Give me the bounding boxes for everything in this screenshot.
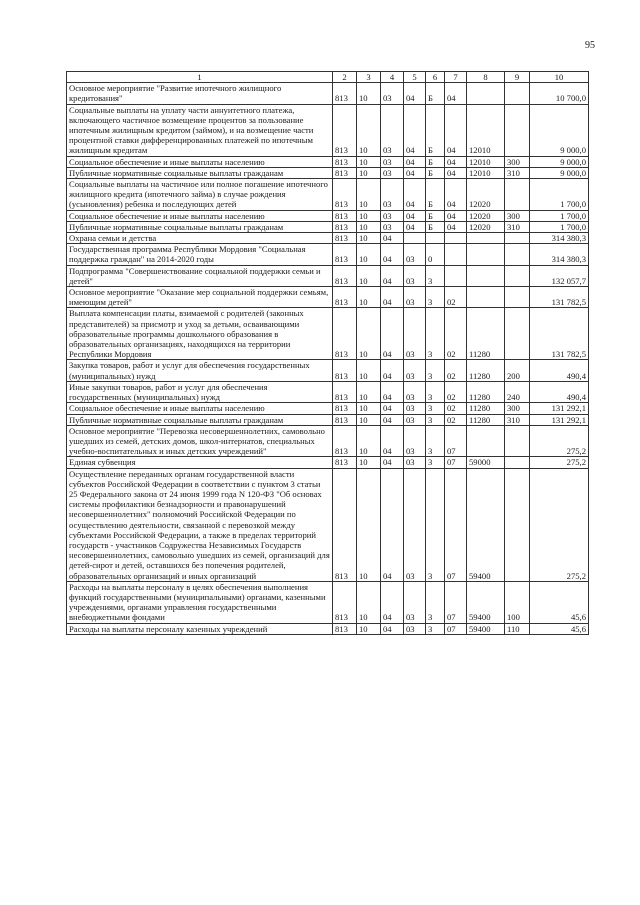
code-expense-type-cell: 300: [505, 156, 530, 167]
code-subsection-cell: 04: [381, 308, 404, 360]
code-expense-type-cell: 300: [505, 403, 530, 414]
code-ministry-cell: 813: [333, 104, 357, 156]
code-subprogram-cell: 0: [426, 244, 445, 265]
code-expense-type-cell: [505, 308, 530, 360]
expense-name-cell: Основное мероприятие "Развитие ипотечного жилищного кредитования": [67, 83, 333, 104]
code-expense-type-cell: [505, 104, 530, 156]
table-header-row: [67, 72, 589, 83]
code-expense-type-cell: [505, 265, 530, 286]
code-section-cell: 10: [357, 221, 381, 232]
code-program-cell: 03: [404, 414, 426, 425]
code-program-cell: 03: [404, 403, 426, 414]
code-subprogram-cell: 3: [426, 581, 445, 623]
code-expense-type-cell: [505, 179, 530, 211]
code-ministry-cell: 813: [333, 221, 357, 232]
code-subprogram-cell: Б: [426, 104, 445, 156]
code-section-cell: 10: [357, 457, 381, 468]
code-expense-type-cell: [505, 425, 530, 457]
code-subprogram-cell: Б: [426, 156, 445, 167]
code-direction-cell: 59400: [467, 468, 505, 581]
expense-name-cell: Основное мероприятие "Перевозка несовершеннолетних, самовольно ушедших из семей, детских домов, школ-интернатов, специальных учебно-воспитательных и иных детских учреждений": [67, 425, 333, 457]
code-ministry-cell: 813: [333, 457, 357, 468]
code-program-cell: 03: [404, 425, 426, 457]
expense-name-cell: Социальное обеспечение и иные выплаты населению: [67, 156, 333, 167]
code-direction-cell: 12010: [467, 167, 505, 178]
code-ministry-cell: 813: [333, 623, 357, 634]
code-subprogram-cell: Б: [426, 179, 445, 211]
amount-cell: 131 782,5: [530, 287, 589, 308]
code-direction-cell: 11280: [467, 360, 505, 381]
table-row: [67, 623, 589, 634]
code-direction-cell: 11280: [467, 381, 505, 402]
code-subprogram-cell: Б: [426, 83, 445, 104]
code-expense-type-cell: 300: [505, 210, 530, 221]
code-program-cell: 04: [404, 179, 426, 211]
code-subsection-cell: 04: [381, 233, 404, 244]
code-direction-cell: 11280: [467, 308, 505, 360]
code-program-cell: 03: [404, 581, 426, 623]
amount-cell: 131 782,5: [530, 308, 589, 360]
code-expense-type-cell: 310: [505, 414, 530, 425]
code-section-cell: 10: [357, 210, 381, 221]
code-section-cell: 10: [357, 623, 381, 634]
code-expense-type-cell: 240: [505, 381, 530, 402]
code-event-cell: 07: [445, 468, 467, 581]
code-program-cell: 04: [404, 104, 426, 156]
code-expense-type-cell: 310: [505, 221, 530, 232]
code-subsection-cell: 03: [381, 221, 404, 232]
code-event-cell: [445, 265, 467, 286]
amount-cell: 9 000,0: [530, 104, 589, 156]
code-subprogram-cell: Б: [426, 221, 445, 232]
table-row: [67, 581, 589, 623]
code-expense-type-cell: [505, 233, 530, 244]
expense-name-cell: Иные закупки товаров, работ и услуг для обеспечения государственных (муниципальных) нужд: [67, 381, 333, 402]
code-event-cell: 02: [445, 403, 467, 414]
code-subsection-cell: 03: [381, 167, 404, 178]
expense-name-cell: Расходы на выплаты персоналу казенных учреждений: [67, 623, 333, 634]
page-number: 95: [585, 40, 595, 51]
code-event-cell: 04: [445, 167, 467, 178]
column-header: 1: [67, 72, 333, 83]
code-program-cell: [404, 233, 426, 244]
code-direction-cell: 12020: [467, 221, 505, 232]
amount-cell: 490,4: [530, 381, 589, 402]
code-direction-cell: [467, 425, 505, 457]
amount-cell: 275,2: [530, 457, 589, 468]
code-ministry-cell: 813: [333, 233, 357, 244]
table-row: [67, 468, 589, 581]
column-header: 10: [530, 72, 589, 83]
amount-cell: 45,6: [530, 581, 589, 623]
code-section-cell: 10: [357, 403, 381, 414]
code-event-cell: 02: [445, 287, 467, 308]
code-direction-cell: [467, 244, 505, 265]
code-direction-cell: 12020: [467, 210, 505, 221]
code-event-cell: [445, 233, 467, 244]
code-section-cell: 10: [357, 414, 381, 425]
code-subsection-cell: 03: [381, 156, 404, 167]
column-header: 7: [445, 72, 467, 83]
code-event-cell: 04: [445, 210, 467, 221]
code-expense-type-cell: 310: [505, 167, 530, 178]
expense-name-cell: Закупка товаров, работ и услуг для обеспечения государственных (муниципальных) нужд: [67, 360, 333, 381]
code-subsection-cell: 03: [381, 179, 404, 211]
table-row: [67, 210, 589, 221]
expense-name-cell: Публичные нормативные социальные выплаты гражданам: [67, 414, 333, 425]
expense-name-cell: Государственная программа Республики Мордовия "Социальная поддержка граждан" на 2014-2020 годы: [67, 244, 333, 265]
code-subprogram-cell: Б: [426, 167, 445, 178]
code-section-cell: 10: [357, 83, 381, 104]
amount-cell: 314 380,3: [530, 233, 589, 244]
code-event-cell: 07: [445, 425, 467, 457]
code-expense-type-cell: 110: [505, 623, 530, 634]
code-program-cell: 04: [404, 210, 426, 221]
amount-cell: 314 380,3: [530, 244, 589, 265]
code-section-cell: 10: [357, 468, 381, 581]
table-row: [67, 414, 589, 425]
code-direction-cell: 12010: [467, 104, 505, 156]
code-subsection-cell: 04: [381, 360, 404, 381]
code-event-cell: 07: [445, 457, 467, 468]
table-row: [67, 167, 589, 178]
amount-cell: 9 000,0: [530, 156, 589, 167]
code-direction-cell: 12020: [467, 179, 505, 211]
amount-cell: 131 292,1: [530, 414, 589, 425]
code-subsection-cell: 03: [381, 83, 404, 104]
table-row: [67, 403, 589, 414]
expense-name-cell: Расходы на выплаты персоналу в целях обеспечения выполнения функций государственными (муниципальными) органами, казенными учреждениями, органами управления государственными внебюджетными фондами: [67, 581, 333, 623]
code-direction-cell: [467, 233, 505, 244]
table-row: [67, 360, 589, 381]
code-section-cell: 10: [357, 287, 381, 308]
table-row: [67, 221, 589, 232]
code-subsection-cell: 04: [381, 414, 404, 425]
code-event-cell: 07: [445, 623, 467, 634]
code-subprogram-cell: 3: [426, 360, 445, 381]
code-ministry-cell: 813: [333, 156, 357, 167]
table-row: [67, 457, 589, 468]
expense-name-cell: Публичные нормативные социальные выплаты гражданам: [67, 167, 333, 178]
code-subprogram-cell: 3: [426, 468, 445, 581]
column-header: 3: [357, 72, 381, 83]
code-subprogram-cell: 3: [426, 265, 445, 286]
amount-cell: 490,4: [530, 360, 589, 381]
expense-name-cell: Выплата компенсации платы, взимаемой с родителей (законных представителей) за присмотр и уход за детьми, осваивающими образовательные программы дошкольного образования в образовательных организациях, находящихся на территории Республики Мордовия: [67, 308, 333, 360]
code-ministry-cell: 813: [333, 581, 357, 623]
code-subprogram-cell: 3: [426, 414, 445, 425]
expense-name-cell: Социальные выплаты на частичное или полное погашение ипотечного жилищного кредита (ипотечного займа) в случае рождения (усыновления) ребенка и последующих детей: [67, 179, 333, 211]
code-ministry-cell: 813: [333, 308, 357, 360]
code-subsection-cell: 04: [381, 265, 404, 286]
code-subprogram-cell: 3: [426, 287, 445, 308]
code-program-cell: 03: [404, 287, 426, 308]
code-section-cell: 10: [357, 308, 381, 360]
code-ministry-cell: 813: [333, 210, 357, 221]
code-section-cell: 10: [357, 381, 381, 402]
table-row: [67, 308, 589, 360]
code-direction-cell: [467, 265, 505, 286]
code-subsection-cell: 04: [381, 468, 404, 581]
code-section-cell: 10: [357, 156, 381, 167]
code-section-cell: 10: [357, 425, 381, 457]
table-row: [67, 244, 589, 265]
code-direction-cell: 59000: [467, 457, 505, 468]
code-subsection-cell: 04: [381, 457, 404, 468]
table-row: [67, 381, 589, 402]
budget-table: [66, 71, 589, 635]
code-subsection-cell: 04: [381, 403, 404, 414]
table-row: [67, 156, 589, 167]
code-subprogram-cell: 3: [426, 308, 445, 360]
amount-cell: 132 057,7: [530, 265, 589, 286]
code-section-cell: 10: [357, 233, 381, 244]
code-subsection-cell: 03: [381, 104, 404, 156]
table-body: [67, 83, 589, 635]
code-ministry-cell: 813: [333, 244, 357, 265]
code-program-cell: 03: [404, 468, 426, 581]
code-section-cell: 10: [357, 179, 381, 211]
expense-name-cell: Социальное обеспечение и иные выплаты населению: [67, 403, 333, 414]
expense-name-cell: Социальное обеспечение и иные выплаты населению: [67, 210, 333, 221]
code-event-cell: [445, 244, 467, 265]
code-program-cell: 03: [404, 623, 426, 634]
table-row: [67, 233, 589, 244]
code-event-cell: 04: [445, 156, 467, 167]
amount-cell: 1 700,0: [530, 179, 589, 211]
code-subsection-cell: 04: [381, 623, 404, 634]
code-ministry-cell: 813: [333, 425, 357, 457]
column-header: 4: [381, 72, 404, 83]
amount-cell: 1 700,0: [530, 221, 589, 232]
code-direction-cell: [467, 83, 505, 104]
expense-name-cell: Публичные нормативные социальные выплаты гражданам: [67, 221, 333, 232]
code-direction-cell: 11280: [467, 403, 505, 414]
expense-name-cell: Единая субвенция: [67, 457, 333, 468]
code-subsection-cell: 04: [381, 381, 404, 402]
code-section-cell: 10: [357, 581, 381, 623]
code-direction-cell: 12010: [467, 156, 505, 167]
amount-cell: 10 700,0: [530, 83, 589, 104]
column-header: 9: [505, 72, 530, 83]
code-subprogram-cell: 3: [426, 381, 445, 402]
code-expense-type-cell: [505, 468, 530, 581]
code-expense-type-cell: 200: [505, 360, 530, 381]
code-section-cell: 10: [357, 360, 381, 381]
code-section-cell: 10: [357, 167, 381, 178]
code-program-cell: 04: [404, 83, 426, 104]
code-expense-type-cell: 100: [505, 581, 530, 623]
code-program-cell: 03: [404, 244, 426, 265]
code-program-cell: 04: [404, 167, 426, 178]
code-section-cell: 10: [357, 265, 381, 286]
code-program-cell: 03: [404, 360, 426, 381]
code-direction-cell: 11280: [467, 414, 505, 425]
column-header: 2: [333, 72, 357, 83]
code-ministry-cell: 813: [333, 360, 357, 381]
code-expense-type-cell: [505, 287, 530, 308]
table-row: [67, 287, 589, 308]
table-row: [67, 425, 589, 457]
expense-name-cell: Осуществление переданных органам государственной власти субъектов Российской Федерации в соответствии с пунктом 3 статьи 25 Федерального закона от 24 июня 1999 года N 120-ФЗ "Об основах системы профилактики безнадзорности и правонарушений несовершеннолетних" полномочий Российской Федерации по осуществлению деятельности, связанной с перевозкой между субъектами Российской Федерации, а также в пределах территорий государств - участников Содружества Независимых Государств несовершеннолетних, самовольно ушедших из семей, организаций для детей-сирот и детей, оставшихся без попечения родителей, образовательных организаций и иных организаций: [67, 468, 333, 581]
code-subsection-cell: 03: [381, 210, 404, 221]
amount-cell: 9 000,0: [530, 167, 589, 178]
expense-name-cell: Подпрограмма "Совершенствование социальной поддержки семьи и детей": [67, 265, 333, 286]
amount-cell: 131 292,1: [530, 403, 589, 414]
code-section-cell: 10: [357, 104, 381, 156]
table-row: [67, 179, 589, 211]
code-event-cell: 04: [445, 104, 467, 156]
code-event-cell: 02: [445, 414, 467, 425]
expense-name-cell: Социальные выплаты на уплату части аннуитетного платежа, включающего частичное возмещение процентов за пользование ипотечным жилищным кредитом (займом), и на возмещение части процентной ставки дифференцированных платежей по ипотечным жилищным кредитам: [67, 104, 333, 156]
code-subprogram-cell: 3: [426, 623, 445, 634]
code-expense-type-cell: [505, 457, 530, 468]
code-subprogram-cell: [426, 233, 445, 244]
table-row: [67, 83, 589, 104]
table-row: [67, 104, 589, 156]
code-ministry-cell: 813: [333, 381, 357, 402]
code-event-cell: 02: [445, 308, 467, 360]
code-ministry-cell: 813: [333, 167, 357, 178]
code-subprogram-cell: 3: [426, 457, 445, 468]
column-header: 8: [467, 72, 505, 83]
column-header: 5: [404, 72, 426, 83]
code-event-cell: 04: [445, 179, 467, 211]
amount-cell: 275,2: [530, 468, 589, 581]
code-subsection-cell: 04: [381, 425, 404, 457]
code-program-cell: 03: [404, 265, 426, 286]
code-program-cell: 03: [404, 457, 426, 468]
code-subprogram-cell: Б: [426, 210, 445, 221]
code-ministry-cell: 813: [333, 179, 357, 211]
code-subsection-cell: 04: [381, 581, 404, 623]
code-ministry-cell: 813: [333, 287, 357, 308]
code-ministry-cell: 813: [333, 414, 357, 425]
code-program-cell: 04: [404, 221, 426, 232]
code-event-cell: 04: [445, 83, 467, 104]
column-header: 6: [426, 72, 445, 83]
code-ministry-cell: 813: [333, 83, 357, 104]
code-program-cell: 03: [404, 381, 426, 402]
amount-cell: 1 700,0: [530, 210, 589, 221]
code-ministry-cell: 813: [333, 265, 357, 286]
code-event-cell: 04: [445, 221, 467, 232]
code-ministry-cell: 813: [333, 468, 357, 581]
code-direction-cell: 59400: [467, 623, 505, 634]
code-expense-type-cell: [505, 83, 530, 104]
code-subprogram-cell: 3: [426, 403, 445, 414]
amount-cell: 45,6: [530, 623, 589, 634]
expense-name-cell: Основное мероприятие "Оказание мер социальной поддержки семьям, имеющим детей": [67, 287, 333, 308]
code-ministry-cell: 813: [333, 403, 357, 414]
amount-cell: 275,2: [530, 425, 589, 457]
code-direction-cell: 59400: [467, 581, 505, 623]
code-program-cell: 03: [404, 308, 426, 360]
code-expense-type-cell: [505, 244, 530, 265]
code-event-cell: 02: [445, 360, 467, 381]
code-subsection-cell: 04: [381, 244, 404, 265]
code-subprogram-cell: 3: [426, 425, 445, 457]
expense-name-cell: Охрана семьи и детства: [67, 233, 333, 244]
code-section-cell: 10: [357, 244, 381, 265]
code-event-cell: 07: [445, 581, 467, 623]
code-subsection-cell: 04: [381, 287, 404, 308]
code-direction-cell: [467, 287, 505, 308]
code-program-cell: 04: [404, 156, 426, 167]
table-row: [67, 265, 589, 286]
code-event-cell: 02: [445, 381, 467, 402]
